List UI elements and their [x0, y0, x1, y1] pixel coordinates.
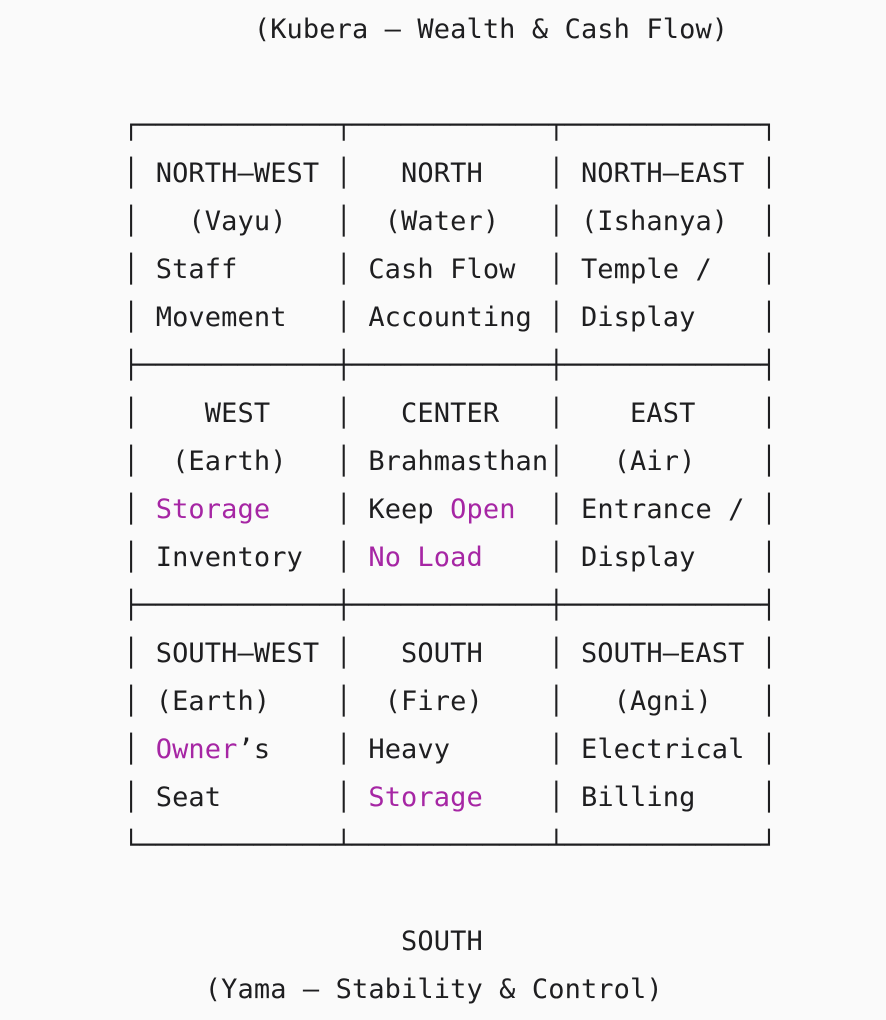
text-segment: (Yama — Stability & Control) [123, 974, 663, 1005]
text-segment: │ WEST │ CENTER │ EAST │ [123, 398, 778, 429]
border-mid-1 [123, 342, 886, 390]
highlighted-segment: Storage [155, 494, 271, 525]
ascii-art [123, 6, 886, 1014]
row2-use-b [123, 534, 886, 582]
blank [123, 870, 886, 918]
row2-direction [123, 390, 886, 438]
text-segment: │ (Vayu) │ (Water) │ (Ishanya) │ [123, 206, 778, 237]
row3-direction [123, 630, 886, 678]
text-segment: SOUTH [123, 926, 483, 957]
text-segment: │ Billing │ [482, 782, 778, 813]
row1-direction [123, 150, 886, 198]
text-segment: (Kubera — Wealth & Cash Flow) [123, 14, 729, 45]
row2-use-a [123, 486, 886, 534]
row1-use-b [123, 294, 886, 342]
text-segment: │ (Earth) │ Brahmasthan│ (Air) │ [123, 446, 778, 477]
text-segment: │ Seat │ [123, 782, 369, 813]
row3-energy [123, 678, 886, 726]
south-subtitle [123, 966, 886, 1014]
row1-energy [123, 198, 886, 246]
text-segment: ├────────────┼────────────┼────────────┤ [123, 590, 778, 621]
text-segment: │ (Earth) │ (Fire) │ (Agni) │ [123, 686, 778, 717]
text-segment: └────────────┴────────────┴────────────┘ [123, 830, 778, 861]
text-segment: ┌────────────┬────────────┬────────────┐ [123, 110, 778, 141]
highlighted-segment: Owner [155, 734, 238, 765]
north-title [123, 6, 886, 54]
highlighted-segment: No Load [368, 542, 483, 573]
row2-energy [123, 438, 886, 486]
text-segment: ├────────────┼────────────┼────────────┤ [123, 350, 778, 381]
text-segment: │ [123, 734, 156, 765]
south-label [123, 918, 886, 966]
text-segment: │ [123, 494, 156, 525]
text-segment: │ Staff │ Cash Flow │ Temple / │ [123, 254, 778, 285]
row3-use-b [123, 774, 886, 822]
text-segment: │ Movement │ Accounting │ Display │ [123, 302, 778, 333]
text-segment: │ Keep [270, 494, 451, 525]
text-segment: ’s │ Heavy │ Electrical │ [237, 734, 778, 765]
border-bottom [123, 822, 886, 870]
highlighted-segment: Storage [368, 782, 483, 813]
blank [123, 54, 886, 102]
border-mid-2 [123, 582, 886, 630]
text-segment: │ Entrance / │ [515, 494, 778, 525]
text-segment: │ Inventory │ [123, 542, 369, 573]
row1-use-a [123, 246, 886, 294]
text-segment: │ NORTH–WEST │ NORTH │ NORTH–EAST │ [123, 158, 778, 189]
highlighted-segment: Open [450, 494, 516, 525]
text-segment: │ SOUTH–WEST │ SOUTH │ SOUTH–EAST │ [123, 638, 778, 669]
row3-use-a [123, 726, 886, 774]
border-top [123, 102, 886, 150]
text-segment: │ Display │ [482, 542, 778, 573]
